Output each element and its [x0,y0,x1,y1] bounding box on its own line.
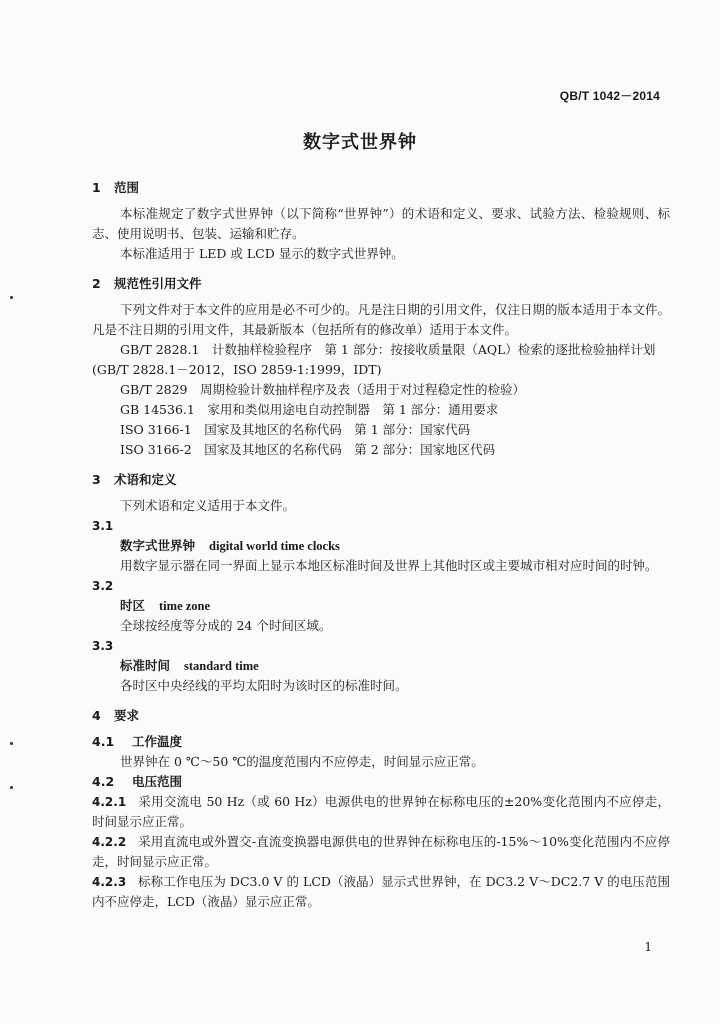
page-number: 1 [644,940,652,954]
clause-text: 标称工作电压为 DC3.0 V 的 LCD（液晶）显示式世界钟，在 DC3.2 V～DC2.7 V 的电压范围内不应停走，LCD（液晶）显示应正常。 [92,874,670,909]
term-definition: 全球按经度等分成的 24 个时间区域。 [120,618,332,633]
term-number: 3.3 [92,639,114,653]
reference-code: ISO 3166-2 [120,442,192,457]
reference-code: ISO 3166-1 [120,422,192,437]
section-number: 2 [92,276,101,291]
term-english: standard time [184,659,259,673]
term-chinese: 时区 [120,598,146,613]
section-3-heading [92,470,670,490]
clause-number: 4.1 [92,734,115,749]
scope-paragraph-2: 本标准适用于 LED 或 LCD 显示的数字式世界钟。 [120,246,404,261]
term-heading [92,596,670,616]
term-heading [92,656,670,676]
clause-4-1-heading [92,732,670,752]
section-2-heading [92,274,670,294]
section-title: 术语和定义 [114,472,177,487]
clause-text: 采用直流电或外置交-直流变换器电源供电的世界钟在标称电压的-15%～10%变化范围内不应停走，时间显示应正常。 [92,834,670,869]
reference-item [92,420,670,440]
section-title: 要求 [114,708,140,723]
section-number: 4 [92,708,101,723]
term-number: 3.1 [92,519,114,533]
section-4-heading [92,706,670,726]
section-title: 规范性引用文件 [114,276,202,291]
reference-code: (GB/T 2828.1－2012，ISO 2859-1:1999，IDT) [92,362,382,377]
section-1-heading [92,178,670,198]
reference-title: 国家及其地区的名称代码 第 1 部分：国家代码 [204,422,471,437]
term-english: digital world time clocks [209,539,340,553]
clause-number: 4.2.3 [92,875,127,889]
standard-code: QB/T 1042－2014 [559,89,660,103]
clause-number: 4.2 [92,774,115,789]
page-title: 数字式世界钟 [303,132,417,153]
reference-title: 家用和类似用途电自动控制器 第 1 部分：通用要求 [207,402,499,417]
clause-number: 4.2.2 [92,835,127,849]
term-chinese: 标准时间 [120,658,171,673]
term-definition: 用数字显示器在同一界面上显示本地区标准时间及世界上其他时区或主要城市相对应时间的时钟。 [120,558,658,573]
terms-intro: 下列术语和定义适用于本文件。 [120,498,296,513]
clause-4-2-2 [92,832,670,872]
reference-item [92,400,670,420]
clause-number: 4.2.1 [92,795,127,809]
scan-speck [10,742,13,745]
reference-code: GB/T 2828.1 [120,342,200,357]
clause-4-2-heading [92,772,670,792]
section-number: 1 [92,180,101,195]
section-title: 范围 [114,180,140,195]
references-intro: 下列文件对于本文件的应用是必不可少的。凡是注日期的引用文件，仅注日期的版本适用于本文件。凡是不注日期的引用文件，其最新版本（包括所有的修改单）适用于本文件。 [92,302,671,337]
clause-4-2-3 [92,872,670,912]
term-chinese: 数字式世界钟 [120,538,196,553]
clause-title: 电压范围 [132,774,183,789]
scan-speck [10,296,13,299]
reference-code: GB 14536.1 [120,402,195,417]
reference-item [92,360,670,380]
reference-title: 国家及其地区的名称代码 第 2 部分：国家地区代码 [204,442,496,457]
reference-code: GB/T 2829 [120,382,188,397]
document-body [92,178,670,912]
reference-item [92,340,670,360]
scan-speck [10,786,13,789]
term-definition: 各时区中央经线的平均太阳时为该时区的标准时间。 [120,678,408,693]
clause-4-1-text: 世界钟在 0 ℃～50 ℃的温度范围内不应停走，时间显示应正常。 [120,754,484,769]
reference-title: 计数抽样检验程序 第 1 部分：按接收质量限（AQL）检索的逐批检验抽样计划 [211,342,656,357]
reference-item [92,440,670,460]
term-english: time zone [159,599,211,613]
clause-4-2-1 [92,792,670,832]
clause-title: 工作温度 [132,734,183,749]
term-heading [92,536,670,556]
reference-item [92,380,670,400]
clause-text: 采用交流电 50 Hz（或 60 Hz）电源供电的世界钟在标称电压的±20%变化范围内不应停走，时间显示应正常。 [92,794,670,829]
section-number: 3 [92,472,101,487]
term-number: 3.2 [92,579,114,593]
reference-title: 周期检验计数抽样程序及表（适用于对过程稳定性的检验） [200,382,526,397]
scope-paragraph-1: 本标准规定了数字式世界钟（以下简称“世界钟”）的术语和定义、要求、试验方法、检验规则、标志、使用说明书、包装、运输和贮存。 [92,206,670,241]
